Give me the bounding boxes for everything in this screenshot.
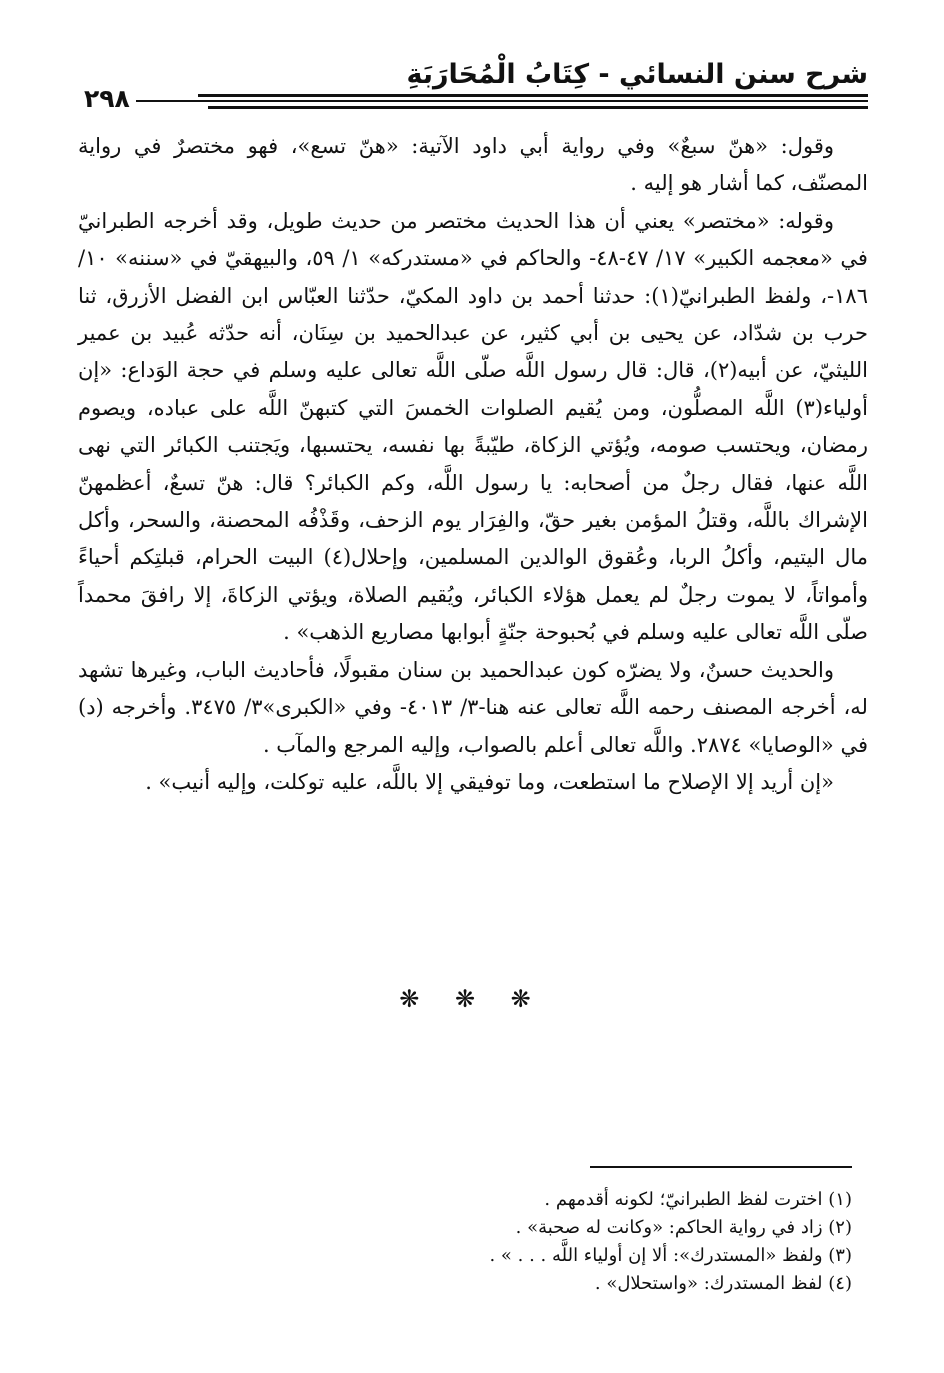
header-rule-bottom (208, 106, 868, 109)
footnote: (٢) زاد في رواية الحاكم: «وكانت له صحبة» . (515, 1217, 852, 1238)
section-separator: ❋ ❋ ❋ (399, 985, 545, 1013)
paragraph: وقول: «هنّ سبعٌ» وفي رواية أبي داود الآتية: «هنّ تسع»، فهو مختصرٌ في رواية المصنّف، كما أشار هو إليه . (78, 134, 868, 196)
footnote: (٤) لفظ المستدرك: «واستحلال» . (594, 1273, 852, 1294)
header-rule-middle (78, 100, 868, 102)
page-number: ٢٩٨ (78, 84, 136, 114)
paragraph: والحديث حسنٌ، ولا يضرّه كون عبدالحميد بن سنان مقبولًا، فأحاديث الباب، وغيرها تشهد له، أخرجه المصنف رحمه اللَّه تعالى عنه هنا-٣/ ٤٠١٣- وفي «الكبرى»٣/ ٣٤٧٥. وأخرجه (د) في «الوصايا» ٢٨٧٤. واللَّه تعالى أعلم بالصواب، وإليه المرجع والمآب . (78, 657, 868, 757)
main-text (78, 128, 868, 801)
footnotes (92, 1186, 852, 1298)
page-header (78, 58, 868, 118)
footnote: (٣) ولفظ «المستدرك»: ألا إن أولياء اللَّه . . . » . (489, 1245, 852, 1266)
running-title: شرح سنن النسائي - كِتَابُ الْمُحَارَبَةِ (406, 59, 868, 90)
header-rule-top (198, 94, 868, 97)
footnote-divider (590, 1166, 852, 1168)
paragraph: وقوله: «مختصر» يعني أن هذا الحديث مختصر من حديث طويل، وقد أخرجه الطبرانيّ في «معجمه الكبير» ١٧/ ٤٧-٤٨- والحاكم في «مستدركه» ١/ ٥٩، والبيهقيّ في «سننه» ١٠/ ١٨٦-، ولفظ الطبرانيّ(١): حدثنا أحمد بن داود المكيّ، حدّثنا العبّاس ابن الفضل الأزرق، ثنا حرب بن شدّاد، عن يحيى بن أبي كثير، عن عبدالحميد بن سِنَان، أنه حدّثه عُبيد بن عمير الليثيّ، عن أبيه(٢)، قال: قال رسول اللَّه صلّى اللَّه تعالى عليه وسلم في حجة الوَداع: «إن أولياء(٣) اللَّه المصلُّون، ومن يُقيم الصلوات الخمسَ التي كتبهنّ اللَّه على عباده، ويصوم رمضان، ويحتسب صومه، ويُؤتي الزكاة، طيّبةً بها نفسه، يحتسبها، ويَجتنب الكبائر التي نهى اللَّه عنها، فقال رجلٌ من أصحابه: يا رسول اللَّه، وكم الكبائر؟ قال: هنّ تسعٌ، أعظمهنّ الإشراك باللَّه، وقتلُ المؤمن بغير حقّ، والفِرَار يوم الزحف، وقَذْفُه المحصنة، والسحر، وأكل مال اليتيم، وأكلُ الربا، وعُقوق الوالدين المسلمين، وإحلال(٤) البيت الحرام، قبلتِكم أحياءً وأمواتاً، لا يموت رجلٌ لم يعمل هؤلاء الكبائر، ويُقيم الصلاة، ويؤتي الزكاةَ، إلا رافقَ محمداً صلّى اللَّه تعالى عليه وسلم في بُحبوحة جنّةٍ أبوابها مصاريع الذهب» . (78, 208, 868, 645)
paragraph: «إن أريد إلا الإصلاح ما استطعت، وما توفيقي إلا باللَّه، عليه توكلت، وإليه أنيب» . (145, 769, 834, 794)
footnote: (١) اخترت لفظ الطبرانيّ؛ لكونه أقدمهم . (544, 1189, 852, 1210)
